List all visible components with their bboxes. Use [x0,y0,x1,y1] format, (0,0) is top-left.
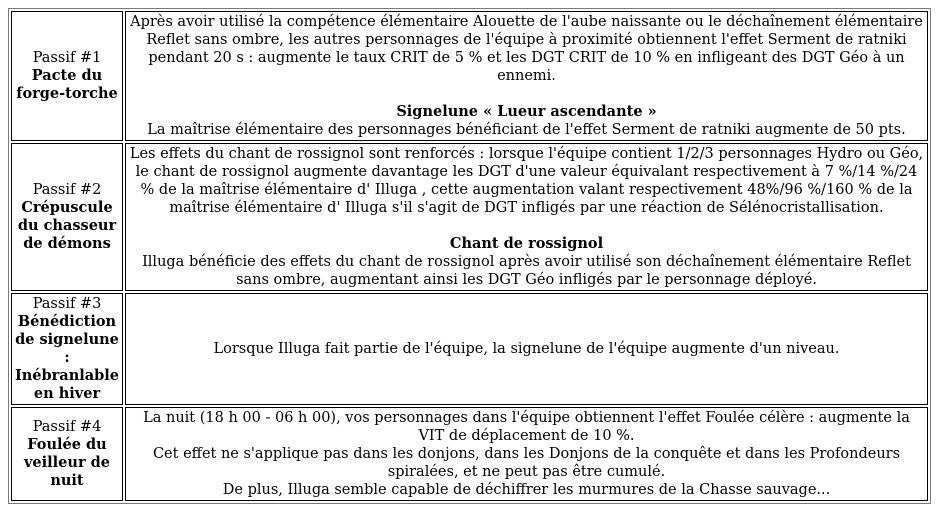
passive-3-number: Passif #3 [32,296,102,312]
passive-1-label-cell [11,11,123,141]
passive-1-description-cell [125,11,928,141]
passive-3-description-cell [125,293,928,405]
passive-2-extra-text: Illuga bénéficie des effets du chant de rossignol après avoir utilisé son déchaînement élémentaire Reflet sans ombre, augmentant ainsi les DGT Géo infligés par le personnage déployé. [142,254,911,288]
passive-2-label-cell [11,143,123,291]
passive-1-main-text: Après avoir utilisé la compétence élémentaire Alouette de l'aube naissante ou le déchaînement élémentaire Reflet sans ombre, les autres personnages de l'équipe à proximité obtiennent l'effet Serment de ratniki pendant 20 s : augmente le taux CRIT de 5 % et les DGT CRIT de 10 % en infligeant des DGT Géo à un ennemi. [130,14,923,84]
passive-row-4 [11,407,928,501]
passive-4-line2-text: Cet effet ne s'applique pas dans les donjons, dans les Donjons de la conquête et dans les Profondeurs spiralées, et ne peut pas être cumulé. [152,446,901,480]
passive-row-1 [11,11,928,141]
passive-2-description-cell [125,143,928,291]
passive-row-2 [11,143,928,291]
passive-4-number: Passif #4 [32,419,102,435]
passive-1-extra-text: La maîtrise élémentaire des personnages bénéficiant de l'effet Serment de ratniki augmente de 50 pts. [147,122,906,138]
passive-4-name: Foulée du veilleur de nuit [24,436,110,489]
passive-2-main-text: Les effets du chant de rossignol sont renforcés : lorsque l'équipe contient 1/2/3 personnages Hydro ou Géo, le chant de rossignol augmente davantage les DGT d'une valeur équivalant respectivement à 7 %/14 %/24 % de la maîtrise élémentaire d' Illuga , cette augmentation valant respectivement 48%/96 %/160 % de la maîtrise élémentaire d' Illuga s'il s'agit de DGT infligés par une réaction de Sélénocristallisation. [129,146,924,216]
passive-3-name: Bénédiction de signelune : Inébranlable en hiver [14,313,120,402]
passive-2-sub-heading: Chant de rossignol [449,235,604,252]
passive-3-main-text: Lorsque Illuga fait partie de l'équipe, la signelune de l'équipe augmente d'un niveau. [213,341,840,357]
passive-2-number: Passif #2 [32,182,102,198]
passive-4-label-cell [11,407,123,501]
passive-1-name: Pacte du forge-torche [16,67,118,102]
passive-2-name: Crépuscule du chasseur de démons [17,199,117,252]
passive-1-number: Passif #1 [32,50,102,66]
passive-4-line3-text: De plus, Illuga semble capable de déchiffrer les murmures de la Chasse sauvage... [222,482,831,498]
passive-4-description-cell [125,407,928,501]
passive-1-sub-heading: Signelune « Lueur ascendante » [396,103,657,120]
passive-row-3 [11,293,928,405]
passives-table [8,8,931,504]
passive-3-label-cell [11,293,123,405]
passive-4-main-text: La nuit (18 h 00 - 06 h 00), vos personnages dans l'équipe obtiennent l'effet Foulée célère : augmente la VIT de déplacement de 10 %. [143,410,910,444]
